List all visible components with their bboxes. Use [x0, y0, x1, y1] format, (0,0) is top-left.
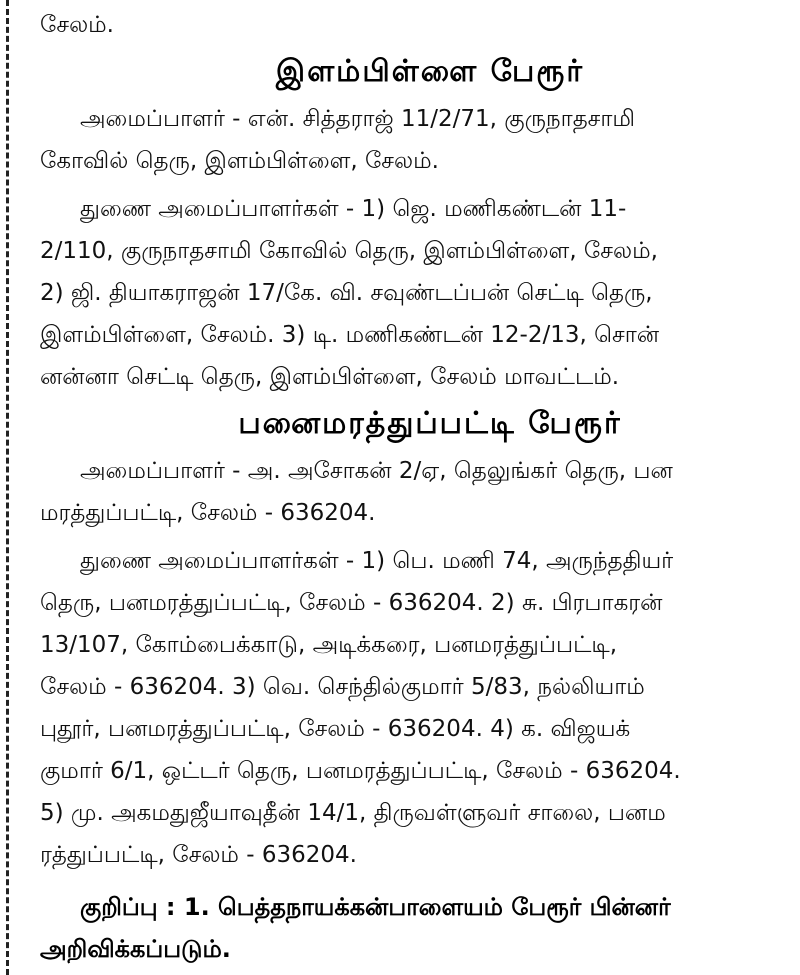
- section-heading-elampillai: இளம்பிள்ளை பேரூர்: [275, 54, 585, 89]
- paragraph-line: அமைப்பாளர் - என். சித்தராஜ் 11/2/71, குருநாதசாமி: [80, 106, 636, 132]
- organizer-paragraph-elampillai: [40, 98, 780, 182]
- paragraph-line: ரத்துப்பட்டி, சேலம் - 636204.: [40, 842, 357, 868]
- top-fragment: சேலம்.: [40, 12, 114, 38]
- paragraph-line: துணை அமைப்பாளர்கள் - 1) ஜெ. மணிகண்டன் 11-: [80, 196, 627, 222]
- note-line: குறிப்பு : 1. பெத்தநாயக்கன்பாளையம் பேரூர் பின்னர்: [80, 893, 671, 921]
- article-body: [40, 0, 780, 970]
- paragraph-line: சேலம் - 636204. 3) வெ. செந்தில்குமார் 5/83, நல்லியாம்: [40, 674, 645, 700]
- note-line: அறிவிக்கப்படும்.: [40, 935, 231, 963]
- dashed-cut-border: [6, 0, 9, 975]
- deputy-paragraph-elampillai: [40, 188, 780, 398]
- paragraph-line: 2) ஜி. தியாகராஜன் 17/கே. வி. சவுண்டப்பன் செட்டி தெரு,: [40, 280, 653, 306]
- paragraph-line: மரத்துப்பட்டி, சேலம் - 636204.: [40, 500, 376, 526]
- paragraph-line: 5) மு. அகமதுஜீயாவுதீன் 14/1, திருவள்ளுவர் சாலை, பனம: [40, 800, 666, 826]
- paragraph-line: துணை அமைப்பாளர்கள் - 1) பெ. மணி 74, அருந்ததியர்: [80, 548, 674, 574]
- paragraph-line: இளம்பிள்ளை, சேலம். 3) டி. மணிகண்டன் 12-2/13, சொன்: [40, 322, 660, 348]
- note-paragraph: [40, 886, 780, 970]
- deputy-paragraph-panamarathupatti: [40, 540, 780, 876]
- organizer-paragraph-panamarathupatti: [40, 450, 780, 534]
- paragraph-line: தெரு, பனமரத்துப்பட்டி, சேலம் - 636204. 2) சு. பிரபாகரன்: [40, 590, 663, 616]
- section-heading-panamarathupatti: பனைமரத்துப்பட்டி பேரூர்: [238, 406, 622, 441]
- paragraph-line: அமைப்பாளர் - அ. அசோகன் 2/ஏ, தெலுங்கர் தெரு, பன: [80, 458, 673, 484]
- paragraph-line: 13/107, கோம்பைக்காடு, அடிக்கரை, பனமரத்துப்பட்டி,: [40, 632, 618, 658]
- paragraph-line: கோவில் தெரு, இளம்பிள்ளை, சேலம்.: [40, 148, 439, 174]
- paragraph-line: குமார் 6/1, ஒட்டர் தெரு, பனமரத்துப்பட்டி, சேலம் - 636204.: [40, 758, 681, 784]
- paragraph-line: புதூர், பனமரத்துப்பட்டி, சேலம் - 636204. 4) க. விஜயக்: [40, 716, 631, 742]
- paragraph-line: னன்னா செட்டி தெரு, இளம்பிள்ளை, சேலம் மாவட்டம்.: [40, 364, 620, 390]
- paragraph-line: 2/110, குருநாதசாமி கோவில் தெரு, இளம்பிள்ளை, சேலம்,: [40, 238, 658, 264]
